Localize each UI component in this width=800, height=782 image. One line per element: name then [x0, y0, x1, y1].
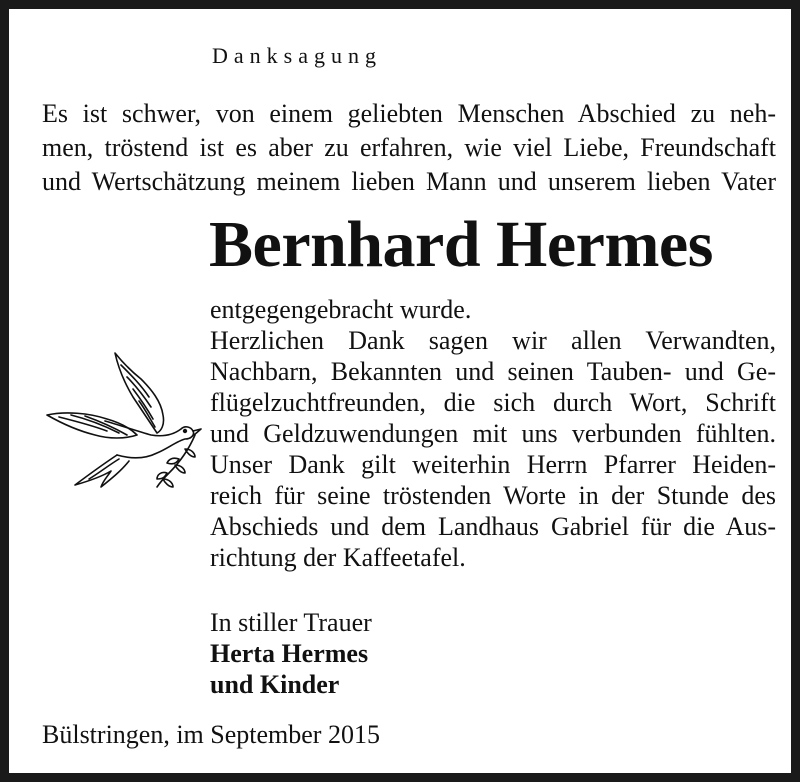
- body-paragraph: [210, 294, 776, 573]
- body-line: entgegengebracht wurde.: [210, 295, 472, 324]
- signer-family: und Kinder: [210, 670, 340, 699]
- body-line: richtung der Kaffeetafel.: [210, 543, 466, 572]
- signer-name: Herta Hermes: [210, 639, 369, 668]
- intro-line: und Wertschätzung meinem lieben Mann und unserem lieben Vater: [42, 167, 776, 196]
- body-line: Herzlichen Dank sagen wir allen Verwandten,: [210, 326, 776, 355]
- intro-line: Es ist schwer, von einem geliebten Menschen Abschied zu neh-: [42, 99, 776, 128]
- dove-with-olive-branch-icon: [45, 349, 205, 491]
- heading: Danksagung: [212, 43, 382, 68]
- body-line: und Geldzuwendungen mit uns verbunden fühlten.: [210, 419, 776, 448]
- body-line: Abschieds und dem Landhaus Gabriel für die Aus-: [210, 512, 776, 541]
- intro-line: men, tröstend ist es aber zu erfahren, wie viel Liebe, Freundschaft: [42, 133, 776, 162]
- body-line: reich für seine tröstenden Worte in der Stunde des: [210, 481, 776, 510]
- body-line: Nachbarn, Bekannten und seinen Tauben- und Ge-: [210, 357, 776, 386]
- body-line: Unser Dank gilt weiterhin Herrn Pfarrer Heiden-: [210, 450, 776, 479]
- body-line: flügelzuchtfreunden, die sich durch Wort, Schrift: [210, 388, 776, 417]
- place-date: Bülstringen, im September 2015: [42, 720, 380, 749]
- signature-block: [210, 607, 372, 700]
- mourning-phrase: In stiller Trauer: [210, 608, 372, 637]
- deceased-name: Bernhard Hermes: [209, 208, 713, 281]
- intro-paragraph: [42, 97, 776, 199]
